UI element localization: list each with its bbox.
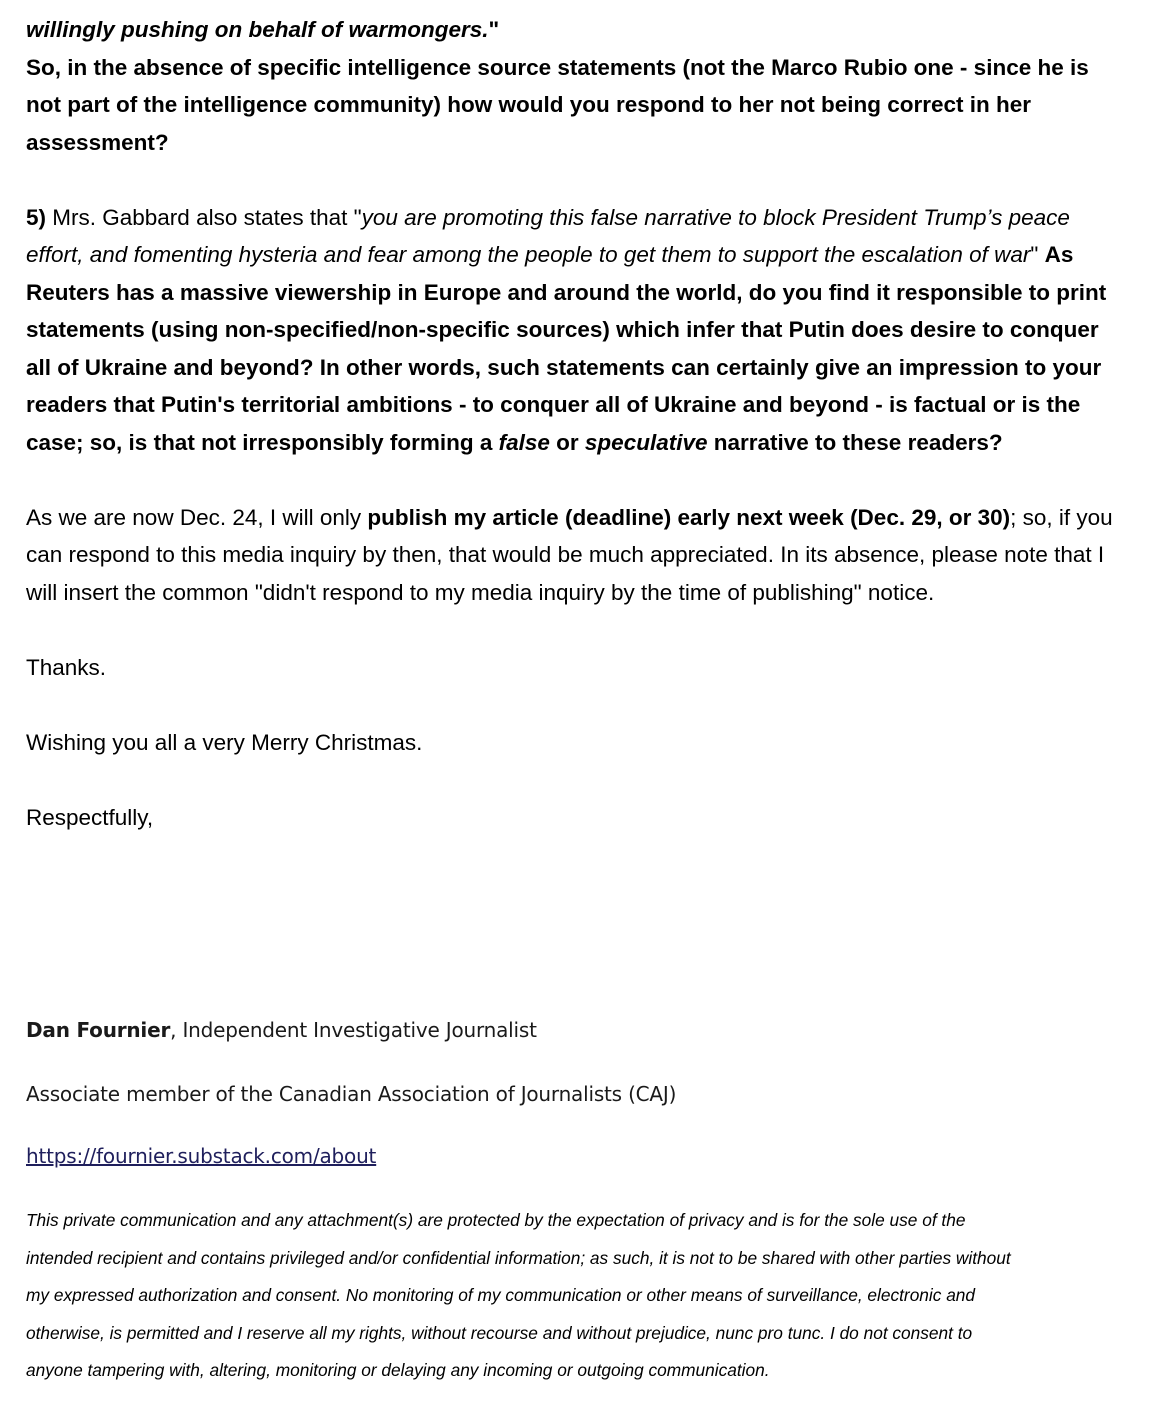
warmongers-quote: willingly pushing on behalf of warmongers. bbox=[26, 17, 489, 42]
question-5: 5) Mrs. Gabbard also states that "you are promoting this false narrative to block President Trump’s peace effort, and fomenting hysteria and fear among the people to get them to support the escalation of war" As Reuters has a massive viewership in Europe and around the world, do you find it responsible to print statements (using non-specified/non-specific sources) which infer that Putin does desire to conquer all of Ukraine and beyond? In other words, such statements can certainly give an impression to your readers that Putin's territorial ambitions - to conquer all of Ukraine and beyond - is factual or is the case; so, is that not irresponsibly forming a false or speculative narrative to these readers? bbox=[26, 204, 1107, 455]
author-title: , Independent Investigative Journalist bbox=[170, 1018, 537, 1042]
question-5-body: As Reuters has a massive viewership in Europe and around the world, do you find it responsible to print statements (using non-specified/non-specific sources) which infer that Putin does desire to conquer all of Ukraine and beyond? In other words, such statements can certainly give an impression to your readers that Putin's territorial ambitions - to conquer all of Ukraine and beyond - is factual or is the case; so, is that not irresponsibly forming a false or speculative narrative to these readers? bbox=[26, 242, 1107, 455]
link-row bbox=[26, 1142, 376, 1170]
disclaimer-line: This private communication and any attachment(s) are protected by the expectation of privacy and is for the sole use of the bbox=[26, 1210, 966, 1230]
spacer bbox=[26, 161, 1126, 199]
gabbard-quote: you are promoting this false narrative to block President Trump’s peace effort, and fomenting hysteria and fear among the people to get them to support the escalation of war bbox=[26, 204, 1070, 267]
wishes-line: Wishing you all a very Merry Christmas. bbox=[26, 729, 423, 755]
disclaimer bbox=[26, 1202, 1011, 1390]
thanks-line: Thanks. bbox=[26, 654, 107, 680]
spacer bbox=[26, 761, 1126, 799]
author-name: Dan Fournier bbox=[26, 1018, 171, 1042]
disclaimer-line: my expressed authorization and consent. No monitoring of my communication or other means of surveillance, electronic and bbox=[26, 1285, 976, 1305]
question-4-tail: willingly pushing on behalf of warmongers." So, in the absence of specific intelligence source statements (not the Marco Rubio one - since he is not part of the intelligence community) how would you respond to her not being correct in her assessment? bbox=[26, 17, 1089, 155]
disclaimer-line: intended recipient and contains privileged and/or confidential information; as such, it is not to be shared with other parties without bbox=[26, 1247, 1011, 1268]
email-body bbox=[26, 0, 1126, 1380]
question-number: 5) bbox=[26, 204, 47, 230]
disclaimer-line: anyone tampering with, altering, monitoring or delaying any incoming or outgoing communication. bbox=[26, 1360, 770, 1380]
spacer bbox=[26, 611, 1126, 649]
deadline-bold: publish my article (deadline) early next week (Dec. 29, or 30) bbox=[367, 504, 1011, 530]
spacer bbox=[26, 686, 1126, 724]
deadline-paragraph: As we are now Dec. 24, I will only publish my article (deadline) early next week (Dec. 29, or 30); so, if you can respond to this media inquiry by then, that would be much appreciated. In its absence, please note that I will insert the common "didn't respond to my media inquiry by the time of publishing" notice. bbox=[26, 504, 1113, 605]
signature bbox=[26, 1016, 537, 1044]
question-4-paragraph: So, in the absence of specific intelligence source statements (not the Marco Rubio one - since he is not part of the intelligence community) how would you respond to her not being correct in her assessment? bbox=[26, 54, 1089, 155]
disclaimer-line: otherwise, is permitted and I reserve all my rights, without recourse and without prejudice, nunc pro tunc. I do not consent to bbox=[26, 1322, 973, 1343]
membership-line: Associate member of the Canadian Association of Journalists (CAJ) bbox=[26, 1082, 677, 1106]
substack-link[interactable]: https://fournier.substack.com/about bbox=[26, 1144, 377, 1168]
spacer bbox=[26, 461, 1126, 499]
sign-off: Respectfully, bbox=[26, 804, 154, 830]
